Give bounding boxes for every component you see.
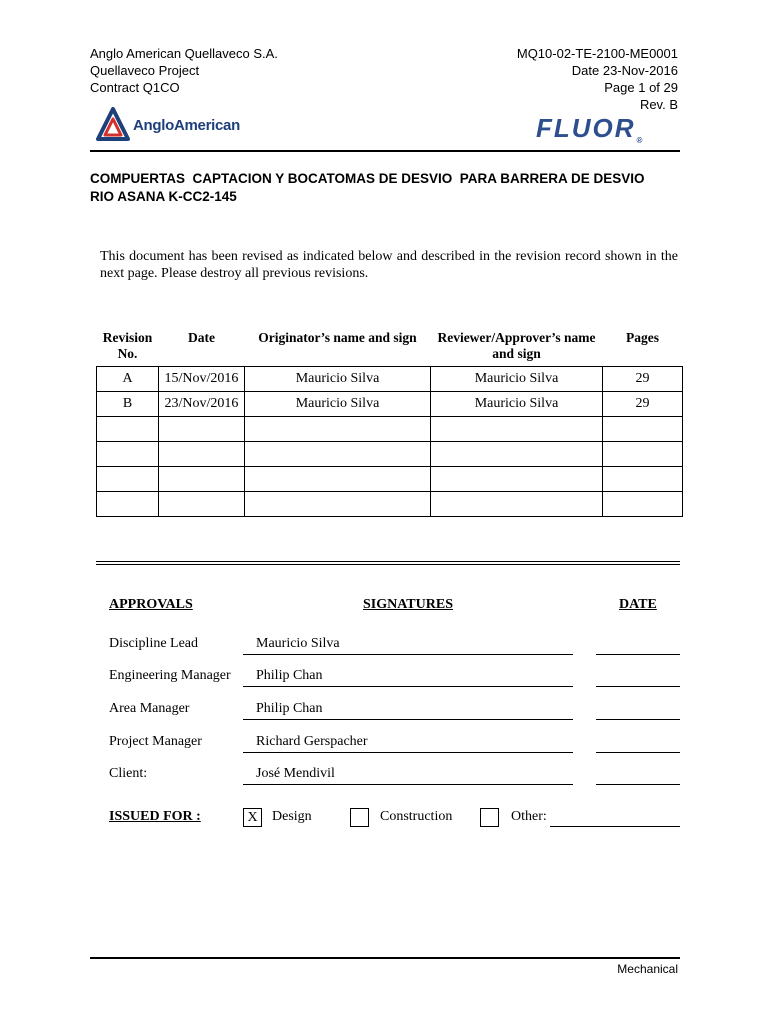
table-row [97,442,683,467]
revision-cell [97,467,159,492]
date-field-project-manager [596,734,680,753]
reviewer-column-header [431,328,603,367]
date-cell [159,417,245,442]
revision-header-line-1: Revision [102,330,153,345]
signature-name: Philip Chan [256,668,323,683]
document-title-line-2: RIO ASANA K-CC2-145 [90,189,237,204]
signature-name: José Mendivil [256,766,335,781]
reviewer-header-line-1: Reviewer/Approver’s name [437,330,596,345]
other-checkbox[interactable] [480,808,499,827]
header-divider [90,150,680,152]
approvals-heading: APPROVALS [109,597,193,612]
pages-column-header: Pages [626,330,659,345]
company-name: Anglo American Quellaveco S.A. [90,46,278,61]
registered-mark: ® [636,136,643,145]
revision-cell: B [97,392,159,417]
signature-field-engineering-manager [243,668,573,687]
construction-checkbox[interactable] [350,808,369,827]
signature-field-project-manager [243,734,573,753]
date-field-engineering-manager [596,668,680,687]
anglo-american-logo [96,107,240,143]
pages-cell [603,467,683,492]
signatures-heading: SIGNATURES [363,597,453,612]
reviewer-header-line-2: and sign [492,346,541,361]
approval-role-project-manager: Project Manager [109,734,202,749]
revision-header-line-2: No. [117,346,138,361]
approval-role-client: Client: [109,766,148,781]
originator-cell [245,492,431,517]
reviewer-cell: Mauricio Silva [431,367,603,392]
date-field-area-manager [596,701,680,720]
date-cell: 15/Nov/2016 [159,367,245,392]
approval-role-area-manager: Area Manager [109,701,190,716]
revision-cell [97,492,159,517]
pages-cell [603,442,683,467]
document-number: MQ10-02-TE-2100-ME0001 [516,46,678,61]
signature-field-area-manager [243,701,573,720]
document-date: Date 23-Nov-2016 [571,63,678,78]
footer-discipline: Mechanical [617,962,678,976]
table-row [97,467,683,492]
reviewer-cell [431,492,603,517]
signature-field-discipline-lead [243,636,573,655]
pages-cell [603,492,683,517]
originator-cell: Mauricio Silva [245,367,431,392]
originator-column-header: Originator’s name and sign [258,330,417,345]
anglo-american-emblem-icon [96,107,130,143]
reviewer-cell [431,467,603,492]
revision-cell [97,442,159,467]
reviewer-cell: Mauricio Silva [431,392,603,417]
document-title [90,170,690,206]
signature-name: Philip Chan [256,701,323,716]
header-left [90,45,278,96]
revision-table [96,328,683,517]
fluor-wordmark: FLUOR [536,113,636,143]
revision-cell [97,417,159,442]
approval-role-engineering-manager: Engineering Manager [109,668,231,683]
revision-notice: This document has been revised as indicated below and described in the revision record shown in the next page. Please destroy all previous revisions. [100,249,678,281]
originator-cell [245,442,431,467]
other-input-line[interactable] [550,808,680,827]
revision-cell: A [97,367,159,392]
signature-field-client [243,766,573,785]
anglo-american-wordmark: AngloAmerican [133,116,240,134]
revision-table-header [97,328,683,367]
date-heading: DATE [619,597,657,612]
date-cell: 23/Nov/2016 [159,392,245,417]
revision-label: Rev. B [639,97,678,112]
header-right [517,45,678,113]
pages-cell: 29 [603,392,683,417]
pages-cell: 29 [603,367,683,392]
fluor-logo [536,113,642,145]
table-row [97,392,683,417]
date-cell [159,467,245,492]
contract-name: Contract Q1CO [90,80,180,95]
revision-column-header [97,328,159,367]
page-number: Page 1 of 29 [604,80,678,95]
construction-label: Construction [380,809,453,824]
date-cell [159,442,245,467]
pages-cell [603,417,683,442]
table-row [97,492,683,517]
originator-cell [245,467,431,492]
reviewer-cell [431,442,603,467]
date-field-discipline-lead [596,636,680,655]
date-column-header: Date [188,330,215,345]
originator-cell [245,417,431,442]
project-name: Quellaveco Project [90,63,200,78]
document-title-line-1: COMPUERTAS CAPTACION Y BOCATOMAS DE DESVIO PARA BARRERA DE DESVIO [90,171,645,186]
signature-name: Mauricio Silva [256,636,340,651]
signature-name: Richard Gerspacher [256,734,368,749]
approval-role-discipline-lead: Discipline Lead [109,636,199,651]
table-row [97,367,683,392]
design-checkbox[interactable]: X [243,808,262,827]
section-divider [96,561,680,565]
originator-cell: Mauricio Silva [245,392,431,417]
footer-divider [90,957,680,959]
other-label: Other: [511,809,547,824]
design-label: Design [272,809,312,824]
date-cell [159,492,245,517]
date-field-client [596,766,680,785]
issued-for-label: ISSUED FOR : [109,809,201,824]
reviewer-cell [431,417,603,442]
table-row [97,417,683,442]
